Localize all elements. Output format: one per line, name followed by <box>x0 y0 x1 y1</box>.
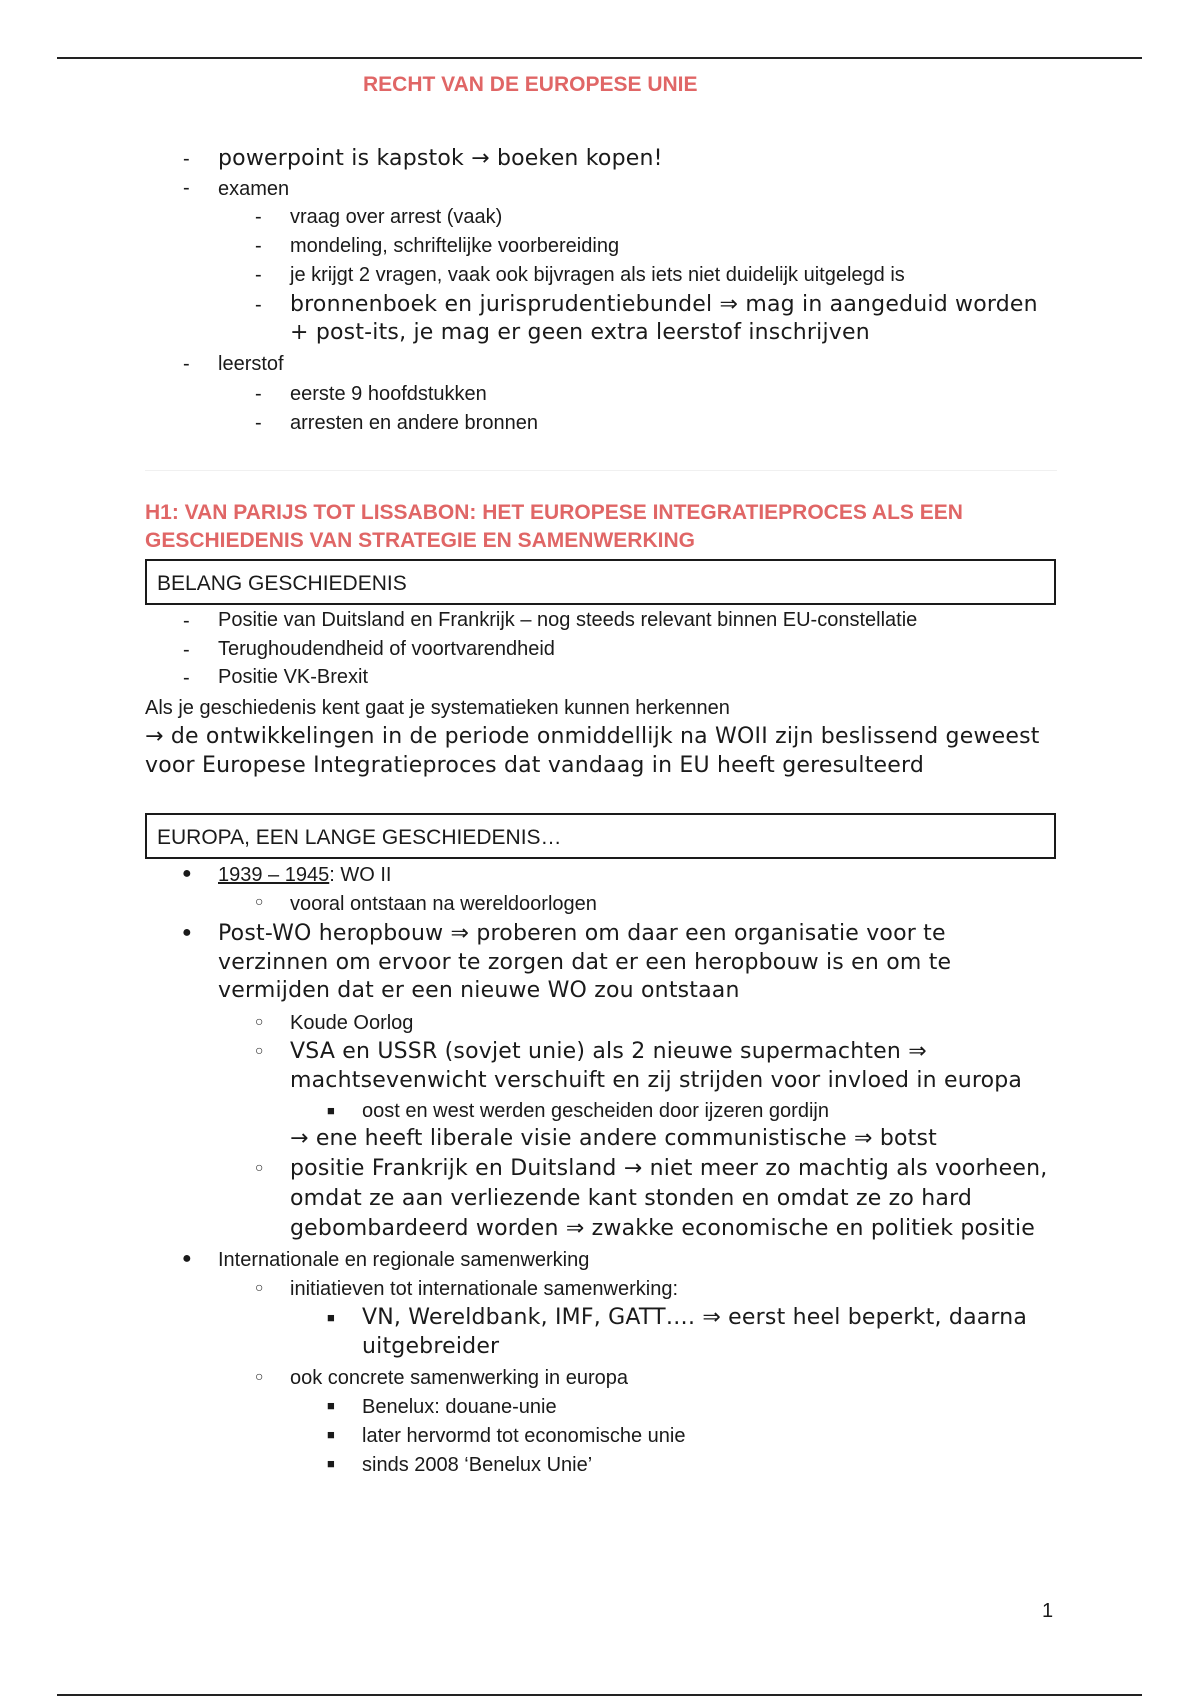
sub-bullet-item: vooral ontstaan na wereldoorlogen <box>290 893 597 915</box>
section-title-box: EUROPA, EEN LANGE GESCHIEDENIS… <box>145 813 1056 859</box>
bullet-marker: ● <box>182 1250 192 1267</box>
bullet-marker: ● <box>182 865 192 882</box>
sub-list-item: arresten en andere bronnen <box>290 412 538 434</box>
chapter-heading: H1: VAN PARIJS TOT LISSABON: HET EUROPESE INTEGRATIEPROCES ALS EEN <box>145 501 963 524</box>
circle-marker: ○ <box>255 1042 264 1058</box>
circle-marker: ○ <box>255 1368 264 1384</box>
section-divider <box>145 470 1057 471</box>
sub-bullet-item-continuation: gebombardeerd worden ⇒ zwakke economische en politiek positie <box>290 1216 1035 1241</box>
list-item: Terughoudendheid of voortvarendheid <box>218 638 555 660</box>
bullet-item-text: : WO II <box>329 864 392 886</box>
sub-bullet-item: initiatieven tot internationale samenwerking: <box>290 1278 678 1300</box>
chapter-heading-line2: GESCHIEDENIS VAN STRATEGIE EN SAMENWERKING <box>145 529 695 552</box>
bullet-marker: ● <box>182 924 192 941</box>
square-marker: ■ <box>327 1427 335 1442</box>
page-number: 1 <box>1042 1600 1054 1622</box>
square-marker: ■ <box>327 1103 335 1118</box>
sub-list-item: eerste 9 hoofdstukken <box>290 383 487 405</box>
date-range: 1939 – 1945 <box>218 864 330 886</box>
circle-marker: ○ <box>255 1159 264 1175</box>
sub-bullet-item: Koude Oorlog <box>290 1012 414 1034</box>
list-marker: - <box>183 353 190 375</box>
bullet-item: Post-WO heropbouw ⇒ proberen om daar een organisatie voor te <box>218 921 946 946</box>
sub-sub-item: sinds 2008 ‘Benelux Unie’ <box>362 1454 593 1476</box>
list-marker: - <box>255 294 262 316</box>
square-marker: ■ <box>327 1456 335 1471</box>
list-marker: - <box>255 264 262 286</box>
list-marker: - <box>183 667 190 689</box>
circle-marker: ○ <box>255 1279 264 1295</box>
sub-bullet-note: → ene heeft liberale visie andere communistische ⇒ botst <box>290 1126 937 1151</box>
sub-list-item: vraag over arrest (vaak) <box>290 206 503 228</box>
bullet-item-continuation: verzinnen om ervoor te zorgen dat er een heropbouw is en om te <box>218 950 952 975</box>
sub-bullet-item-continuation: omdat ze aan verliezende kant stonden en omdat ze zo hard <box>290 1186 973 1211</box>
bottom-rule <box>57 1694 1142 1696</box>
sub-bullet-item: ook concrete samenwerking in europa <box>290 1367 628 1389</box>
list-marker: - <box>183 639 190 661</box>
bullet-item-continuation: vermijden dat er een nieuwe WO zou ontstaan <box>218 978 740 1003</box>
sub-list-item: bronnenboek en jurisprudentiebundel ⇒ mag in aangeduid worden <box>290 292 1038 317</box>
list-marker: - <box>255 235 262 257</box>
sub-list-item: mondeling, schriftelijke voorbereiding <box>290 235 620 257</box>
paragraph: → de ontwikkelingen in de periode onmiddellijk na WOII zijn beslissend geweest <box>145 724 1040 749</box>
sub-sub-item: oost en west werden gescheiden door ijzeren gordijn <box>362 1100 829 1122</box>
sub-bullet-item: VSA en USSR (sovjet unie) als 2 nieuwe supermachten ⇒ <box>290 1039 927 1064</box>
list-marker: - <box>255 412 262 434</box>
sub-sub-item: later hervormd tot economische unie <box>362 1425 686 1447</box>
list-item: Positie van Duitsland en Frankrijk – nog steeds relevant binnen EU-constellatie <box>218 609 918 631</box>
sub-sub-item: VN, Wereldbank, IMF, GATT…. ⇒ eerst heel beperkt, daarna <box>362 1305 1028 1330</box>
list-marker: - <box>183 177 190 199</box>
sub-bullet-item: positie Frankrijk en Duitsland → niet meer zo machtig als voorheen, <box>290 1156 1048 1181</box>
page-title: RECHT VAN DE EUROPESE UNIE <box>363 73 698 96</box>
list-marker: - <box>183 610 190 632</box>
sub-sub-item: Benelux: douane-unie <box>362 1396 557 1418</box>
paragraph-continuation: voor Europese Integratieproces dat vandaag in EU heeft geresulteerd <box>145 753 925 778</box>
list-item: Positie VK-Brexit <box>218 666 369 688</box>
top-rule <box>57 57 1142 59</box>
square-marker: ■ <box>327 1398 335 1413</box>
list-marker: - <box>255 383 262 405</box>
square-marker: ■ <box>327 1310 335 1325</box>
list-marker: - <box>183 148 190 170</box>
list-item: powerpoint is kapstok → boeken kopen! <box>218 146 663 171</box>
sub-list-item-continuation: + post-its, je mag er geen extra leerstof inschrijven <box>290 320 870 345</box>
section-title-box: BELANG GESCHIEDENIS <box>145 559 1056 605</box>
sub-list-item: je krijgt 2 vragen, vaak ook bijvragen als iets niet duidelijk uitgelegd is <box>290 264 905 286</box>
bullet-item <box>218 864 391 887</box>
paragraph: Als je geschiedenis kent gaat je systematieken kunnen herkennen <box>145 697 730 719</box>
list-item-leerstof: leerstof <box>218 353 284 375</box>
circle-marker: ○ <box>255 893 264 909</box>
list-item-examen: examen <box>218 178 290 200</box>
list-marker: - <box>255 206 262 228</box>
circle-marker: ○ <box>255 1013 264 1029</box>
bullet-item: Internationale en regionale samenwerking <box>218 1249 590 1271</box>
sub-bullet-item-continuation: machtsevenwicht verschuift en zij strijden voor invloed in europa <box>290 1068 1023 1093</box>
sub-sub-item-continuation: uitgebreider <box>362 1334 500 1359</box>
